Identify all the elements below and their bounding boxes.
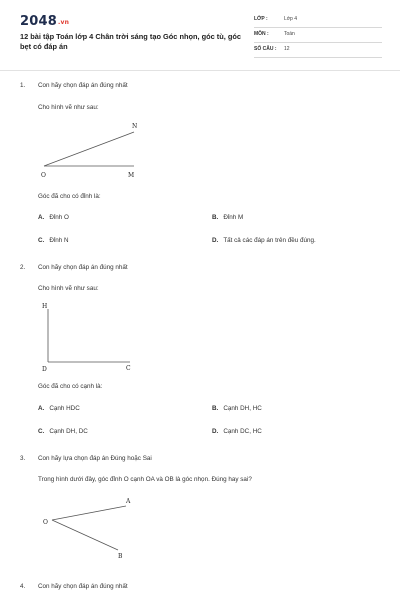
document-header: [0, 0, 400, 70]
question-prompt: Con hãy lựa chọn đáp án Đúng hoặc Sai: [38, 455, 152, 462]
question-intro: Cho hình vẽ như sau:: [38, 285, 99, 292]
question-number: 3.: [20, 455, 26, 462]
label-a: A: [126, 498, 131, 505]
question-prompt: Con hãy chọn đáp án đúng nhất: [38, 264, 128, 271]
question-ask: Góc đã cho có đỉnh là:: [38, 193, 101, 200]
meta-question-count: SỐ CÂU : 12: [254, 45, 382, 58]
option-b[interactable]: B. Đỉnh M: [212, 214, 244, 221]
question-intro: Trong hình dưới đây, góc đỉnh O cạnh OA và OB là góc nhọn. Đúng hay sai?: [38, 476, 252, 483]
option-b[interactable]: B. Cạnh DH, HC: [212, 405, 262, 412]
option-d[interactable]: D. Cạnh DC, HC: [212, 428, 262, 435]
label-h: H: [42, 303, 48, 310]
label-d: D: [42, 366, 47, 373]
question-prompt: Con hãy chọn đáp án đúng nhất: [38, 82, 128, 89]
option-c[interactable]: C. Cạnh DH, DC: [38, 428, 88, 435]
label-o: O: [41, 172, 46, 179]
question-prompt: Con hãy chọn đáp án đúng nhất: [38, 583, 128, 590]
question-ask: Góc đã cho có cạnh là:: [38, 383, 103, 390]
ray-oa: [52, 506, 126, 520]
question-number: 2.: [20, 264, 26, 271]
option-c[interactable]: C. Đỉnh N: [38, 237, 69, 244]
angle-figure-aob: [38, 492, 148, 562]
label-o: O: [43, 519, 48, 526]
site-logo[interactable]: 2048.vn: [20, 14, 70, 29]
option-a[interactable]: A. Cạnh HDC: [38, 405, 80, 412]
angle-figure-nom: [36, 118, 156, 184]
label-b: B: [118, 553, 123, 560]
ray-on: [44, 132, 134, 166]
angle-figure-hdc: [38, 299, 148, 375]
label-n: N: [132, 123, 138, 130]
question-number: 4.: [20, 583, 26, 590]
ray-ob: [52, 520, 118, 550]
option-a[interactable]: A. Đỉnh O: [38, 214, 69, 221]
meta-subject: MÔN : Toán: [254, 30, 382, 43]
header-divider: [0, 70, 400, 71]
question-number: 1.: [20, 82, 26, 89]
label-c: C: [126, 365, 131, 372]
option-d[interactable]: D. Tất cả các đáp án trên đều đúng.: [212, 237, 316, 244]
meta-grade: LỚP : Lớp 4: [254, 15, 382, 28]
label-m: M: [128, 172, 135, 179]
question-intro: Cho hình vẽ như sau:: [38, 104, 99, 111]
document-title: 12 bài tập Toán lớp 4 Chân trời sáng tạo Góc nhọn, góc tù, góc bẹt có đáp án: [20, 32, 242, 51]
